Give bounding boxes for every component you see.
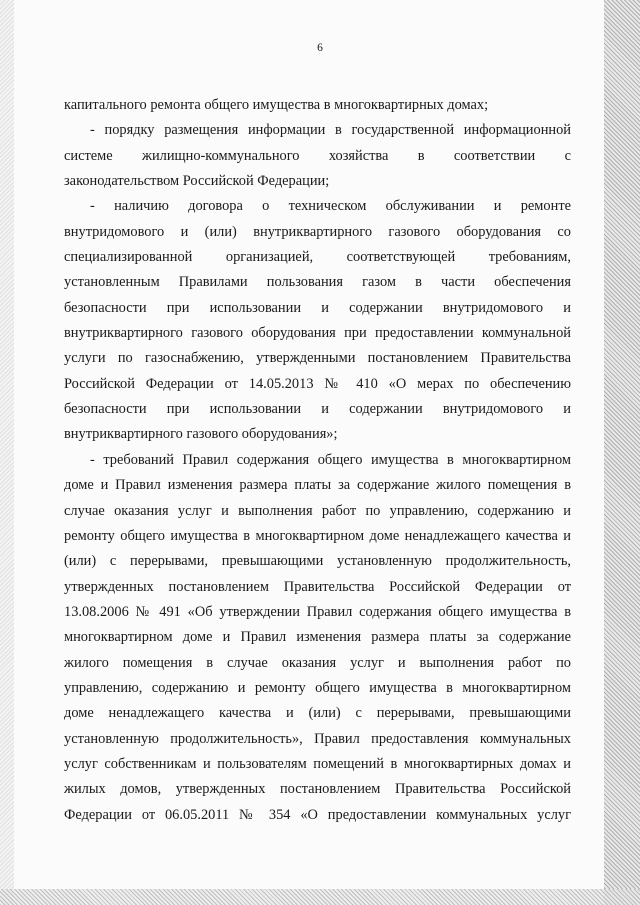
text-line: системе жилищно-коммунального хозяйства в соответствии с xyxy=(64,147,571,164)
text-line: капитального ремонта общего имущества в многоквартирных домах; xyxy=(64,97,489,113)
text-line: (или) с перерывами, превышающими установленную продолжительность, xyxy=(64,553,571,570)
text-line: многоквартирном доме и Правил изменения размера платы за содержание xyxy=(64,629,571,646)
scan-edge-right xyxy=(604,0,640,905)
text-line: жилого помещения в случае оказания услуг и выполнения работ по xyxy=(64,654,571,671)
text-line: Российской Федерации от 14.05.2013 № 410 «О мерах по обеспечению xyxy=(64,375,571,392)
text-line: ремонту общего имущества в многоквартирном доме ненадлежащего качества и xyxy=(64,527,571,544)
text-line: доме и Правил изменения размера платы за содержание жилого помещения в xyxy=(64,477,571,494)
text-line: внутридомового и (или) внутриквартирного газового оборудования со xyxy=(64,223,571,240)
text-line: специализированной организацией, соответствующей требованиям, xyxy=(64,249,571,266)
text-line: - наличию договора о техническом обслуживании и ремонте xyxy=(90,198,571,215)
text-line: внутриквартирного газового оборудования при предоставлении коммунальной xyxy=(64,325,571,342)
scan-edge-left xyxy=(0,0,14,905)
text-line: установленным Правилами пользования газом в части обеспечения xyxy=(64,274,571,291)
text-line: внутриквартирного газового оборудования»; xyxy=(64,426,338,443)
text-line: Федерации от 06.05.2011 № 354 «О предоставлении коммунальных услуг xyxy=(64,806,571,823)
document-body xyxy=(64,93,571,828)
text-line: - порядку размещения информации в государственной информационной xyxy=(90,122,571,139)
text-line: услуг собственникам и пользователям помещений в многоквартирных домах и xyxy=(64,755,571,772)
scan-edge-bottom xyxy=(0,889,640,905)
page-number: 6 xyxy=(317,42,323,54)
text-line: 13.08.2006 № 491 «Об утверждении Правил содержания общего имущества в xyxy=(64,603,571,620)
text-line: законодательством Российской Федерации; xyxy=(64,173,330,190)
text-line: безопасности при использовании и содержании внутридомового и xyxy=(64,299,571,316)
text-line: случае оказания услуг и выполнения работ по управлению, содержанию и xyxy=(64,502,571,519)
text-line: установленную продолжительность», Правил предоставления коммунальных xyxy=(64,730,571,747)
text-line: утвержденных постановлением Правительства Российской Федерации от xyxy=(64,578,571,595)
text-line: управлению, содержанию и ремонту общего имущества в многоквартирном xyxy=(64,679,571,696)
text-line: услуги по газоснабжению, утвержденными постановлением Правительства xyxy=(64,350,571,367)
text-line: - требований Правил содержания общего имущества в многоквартирном xyxy=(90,451,571,468)
text-line: доме ненадлежащего качества и (или) с перерывами, превышающими xyxy=(64,705,571,722)
text-line: безопасности при использовании и содержании внутридомового и xyxy=(64,401,571,418)
text-line: жилых домов, утвержденных постановлением Правительства Российской xyxy=(64,781,571,798)
